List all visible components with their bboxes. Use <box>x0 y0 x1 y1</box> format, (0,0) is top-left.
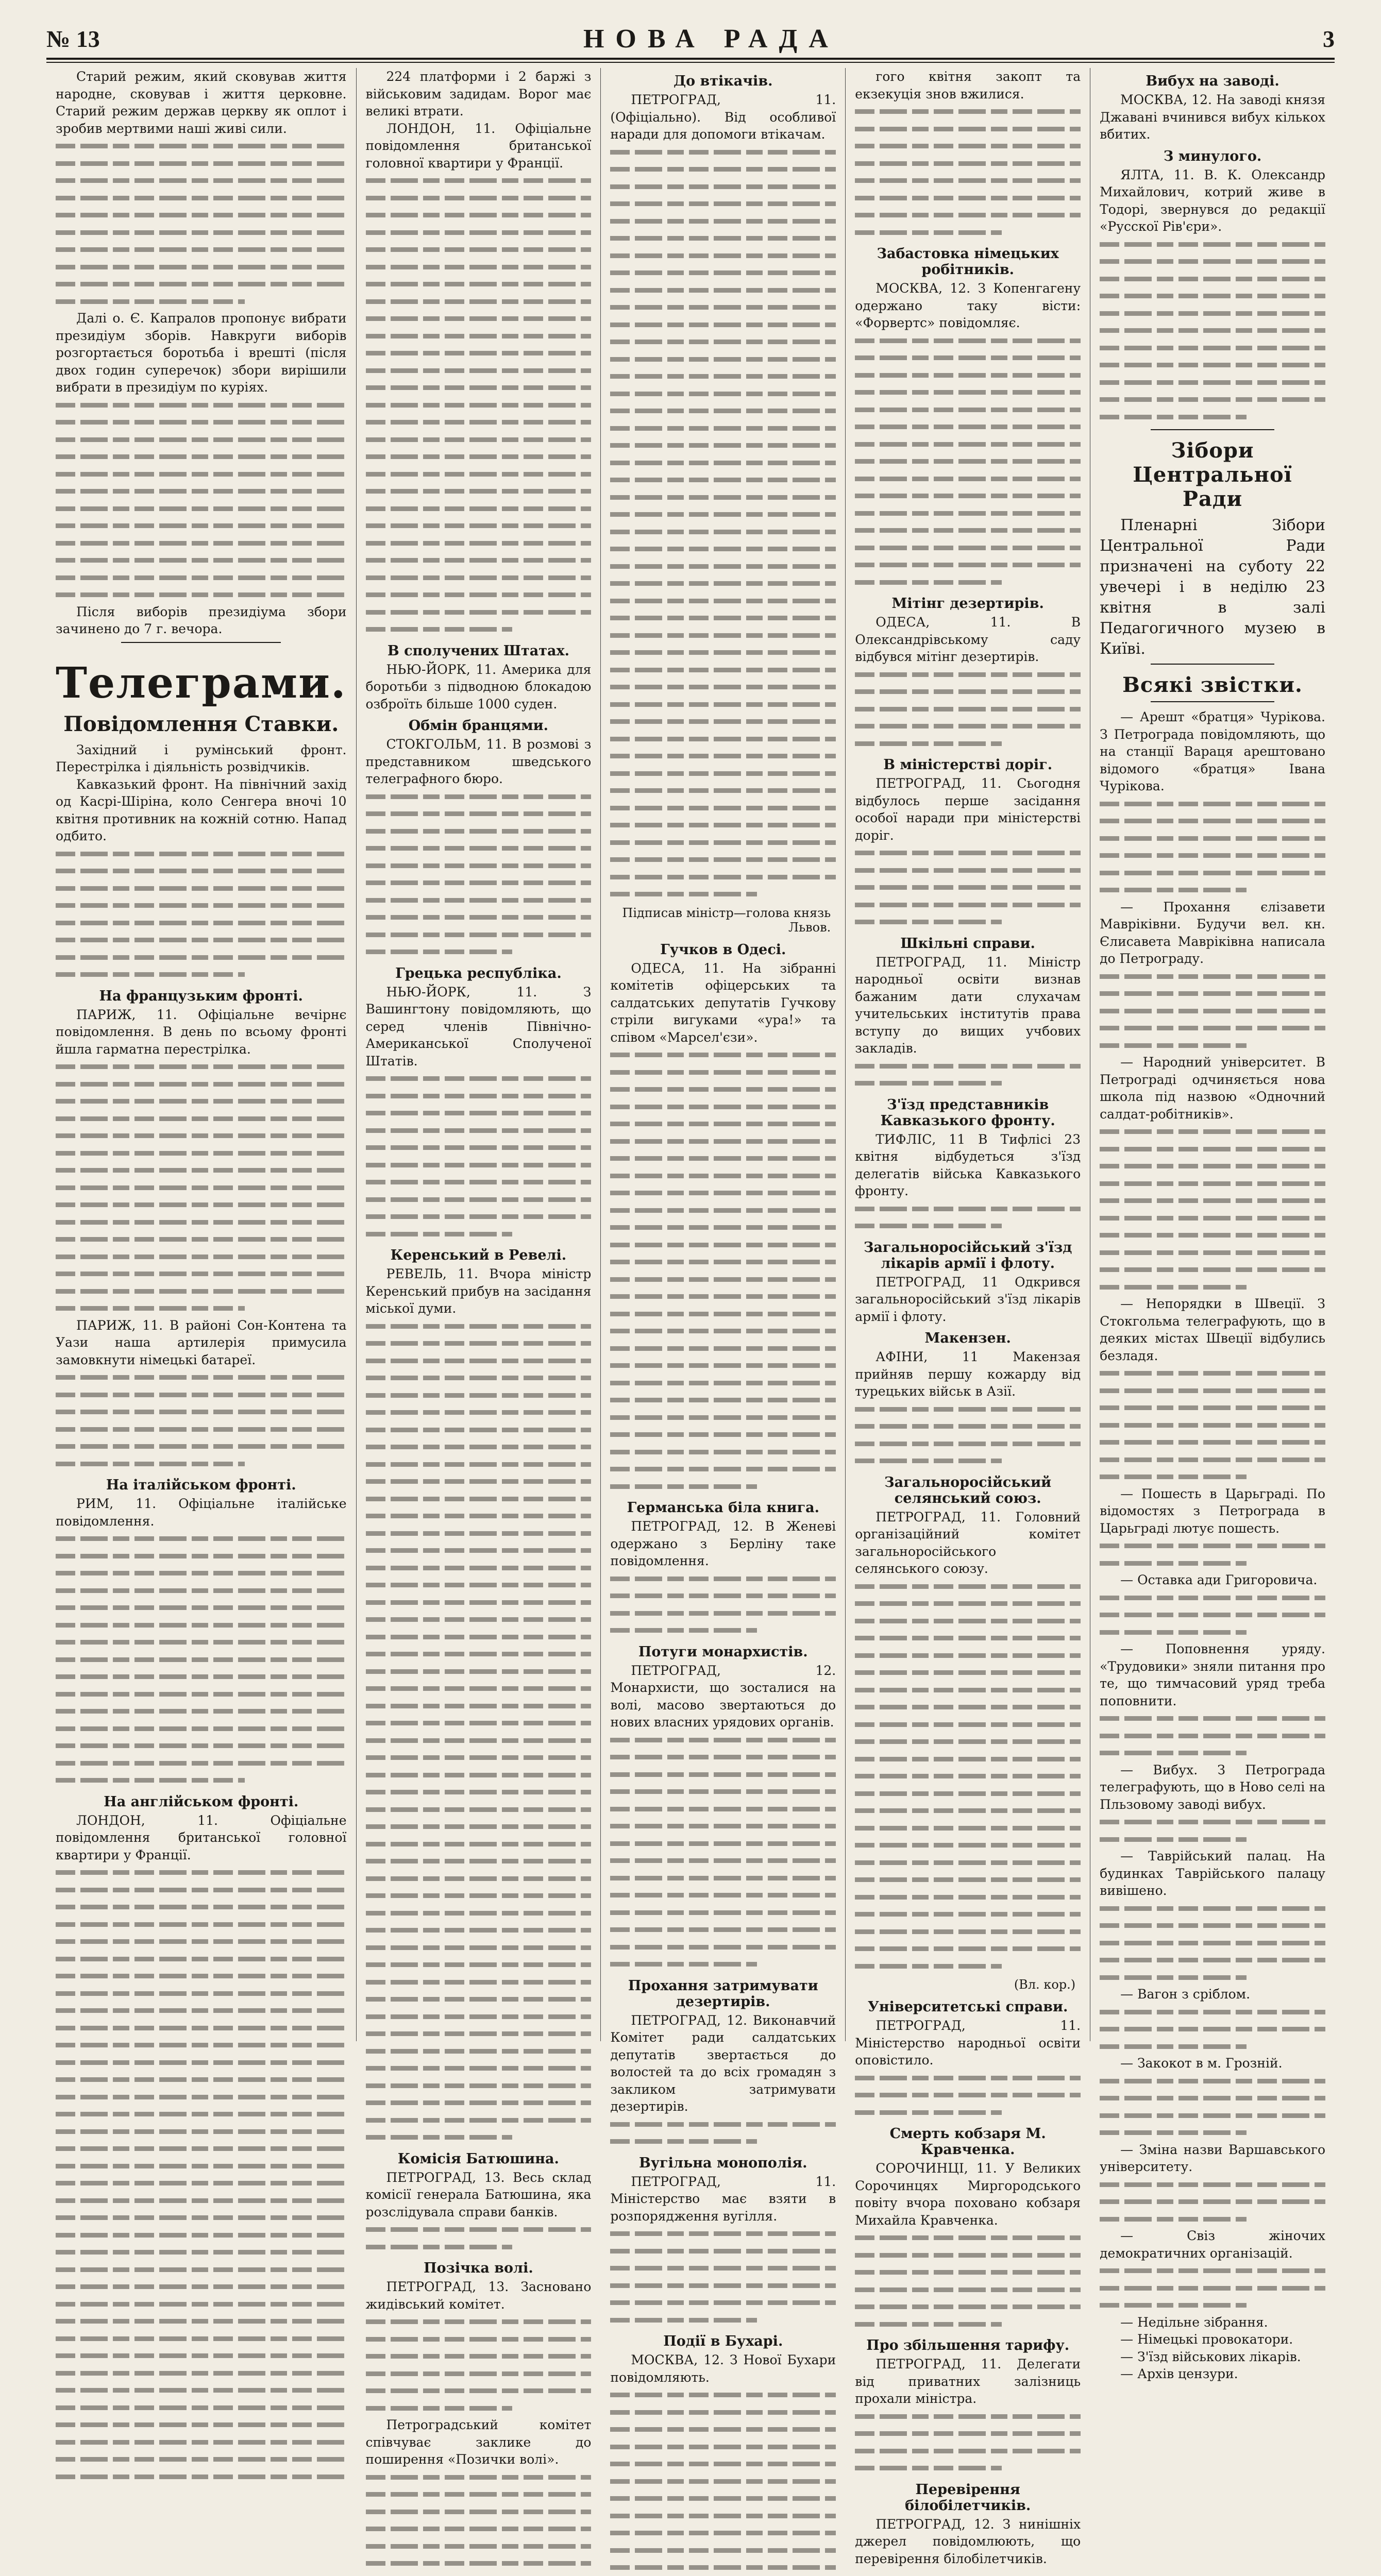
article-text: НЬЮ-ЙОРК, 11. Америка для боротьби з підводною блокадою озброїть більше 1000 суден. <box>365 662 592 711</box>
newspaper-title: НОВА РАДА <box>583 24 839 54</box>
divider <box>1151 429 1275 430</box>
article-text: ПЕТРОГРАД, 11. Головний організаційний комітет загальноросійського селянського союзу. <box>855 1509 1081 1576</box>
article-text: ПЕТРОГРАД, 11. Делегати від приватних залізниць прохали міністра. <box>855 2357 1081 2406</box>
text-filler <box>855 332 1081 591</box>
news-item: — Архів цензури. <box>1120 2366 1238 2381</box>
text-filler <box>366 1317 592 2146</box>
text-filler <box>1100 2176 1325 2228</box>
section-heading: Про збільшення тарифу. <box>866 2337 1070 2353</box>
section-heading: Керенський в Ревелі. <box>390 1247 567 1263</box>
article-text: Далі о. Є. Капралов пропонує вибрати президіум зборів. Навкруги виборів розгортається боротьба і врешті (після двох годин суперечок) збори вирішили вибрати в президіум по куріях. <box>56 311 347 395</box>
article-text: Після виборів президіума збори зачинено до 7 г. вечора. <box>56 604 347 636</box>
section-heading: Перевірення білобілетчиків. <box>905 2481 1031 2514</box>
article-text: ПЕТРОГРАД, 13. Засновано жидівський комітет. <box>365 2279 592 2312</box>
section-heading: Шкільні справи. <box>900 935 1035 952</box>
article-text: РИМ, 11. Офіціальне італійське повідомлення. <box>56 1496 347 1529</box>
column-1 <box>46 68 356 2041</box>
masthead <box>46 21 1335 57</box>
article-text: ПЕТРОГРАД, 11. (Офіціально). Від особливої наради для допомоги втікачам. <box>610 92 836 142</box>
article-text: ПЕТРОГРАД, 11. Сьогодня відбулось перше засідання особої наради при міністерстві доріг. <box>855 776 1081 843</box>
text-filler <box>1100 235 1325 426</box>
text-filler <box>1100 1813 1325 1848</box>
article-text: ОДЕСА, 11. На зібранні комітетів офіцерських та салдатських депутатів Гучкову стріли вигуками «ура!» та співом «Марсел'єзи». <box>610 960 836 1045</box>
section-heading: Вибух на заводі. <box>1146 73 1279 89</box>
section-heading: На англійськом фронті. <box>104 1793 299 1810</box>
text-filler <box>366 2468 592 2572</box>
article-text: ЯЛТА, 11. В. К. Олександр Михайлович, котрий живе в Тодорі, звернувся до редакції «Русскої Рів'єри». <box>1100 167 1325 234</box>
issue-number: № 13 <box>46 25 100 52</box>
article-text: ПАРИЖ, 11. Офіціальне вечірнє повідомлення. В день по всьому фронті йшла гарматна перестрілка. <box>56 1007 347 1057</box>
section-heading: Смерть кобзаря М. Кравченка. <box>889 2126 1046 2158</box>
text-filler <box>610 2115 836 2150</box>
section-heading: Вугільна монополія. <box>639 2155 807 2171</box>
text-filler <box>610 143 836 903</box>
section-heading: З минулого. <box>1163 148 1262 164</box>
column-4 <box>845 68 1090 2566</box>
section-heading: Події в Бухарі. <box>663 2333 783 2349</box>
text-filler <box>56 1368 347 1472</box>
section-banner: Телеграми. <box>56 658 347 708</box>
article-text: ПЕТРОГРАД, 11. Міністр народньої освіти визнав бажаним дати слухачам учительських інститутів права вступу до вищих учбових закладів. <box>855 954 1081 1056</box>
text-filler <box>855 2229 1081 2332</box>
article-text: НЬЮ-ЙОРК, 11. З Вашингтону повідомляють, що серед членів Північно-Американської Сполученої Штатів. <box>365 984 592 1069</box>
text-filler <box>366 788 592 960</box>
text-filler <box>366 172 592 638</box>
news-item: — Таврійський палац. На будинках Таврійського палацу вивішено. <box>1100 1849 1325 1898</box>
section-heading: Прохання затримувати дезертирів. <box>628 1977 818 2010</box>
divider <box>121 642 281 643</box>
article-text: ПАРИЖ, 11. В районі Сон-Контена та Уази наша артилерія примусила замовкнути німецькі батареї. <box>56 1317 347 1367</box>
article-text: СТОКГОЛЬМ, 11. В розмові з представником шведського телеграфного бюро. <box>365 737 592 786</box>
section-heading: З'їзд представників Кавказького фронту. <box>880 1096 1055 1129</box>
section-heading: Гучков в Одесі. <box>660 941 786 958</box>
news-item: — Народний університет. В Петрограді одчиняється нова школа під назвою «Одночний салдат-робітників». <box>1100 1055 1325 1122</box>
section-heading: Забастовка німецьких робітників. <box>877 246 1059 278</box>
text-filler <box>1100 968 1325 1054</box>
section-heading: Мітінг дезертирів. <box>891 596 1044 612</box>
news-item: — Німецькі провокатори. <box>1120 2332 1293 2347</box>
text-filler <box>855 844 1081 930</box>
article-text: ПЕТРОГРАД, 11. Міністерство має взяти в розпорядження вугілля. <box>610 2174 836 2224</box>
news-item: — Поповнення уряду. «Трудовики» зняли питання про те, що тимчасовий уряд треба поповнити. <box>1100 1641 1325 1708</box>
article-text: МОСКВА, 12. На заводі князя Джавані вчинився вибух кількох вбитих. <box>1100 92 1325 142</box>
text-filler <box>855 666 1081 752</box>
text-filler <box>855 1057 1081 1092</box>
article-text: РЕВЕЛЬ, 11. Вчора міністр Керенський прибув на засідання міської думи. <box>365 1266 592 1316</box>
text-filler <box>1100 1589 1325 1641</box>
news-item: — Непорядки в Швеції. З Стокгольма телеграфують, що в деяких містах Швеції відбулись безладя. <box>1100 1296 1325 1363</box>
section-heading: Зібори Центральної Ради <box>1133 438 1292 511</box>
section-heading: Грецька республіка. <box>395 965 562 981</box>
page-number: 3 <box>1323 25 1335 52</box>
news-item: — З'їзд військових лікарів. <box>1120 2349 1301 2364</box>
article-text: ПЕТРОГРАД, 13. Весь склад комісії генерала Батюшина, яка розслідувала справи банків. <box>365 2170 592 2219</box>
section-heading: В сполучених Штатах. <box>387 642 570 659</box>
column-3 <box>600 68 845 2385</box>
text-filler <box>855 2069 1081 2121</box>
text-filler <box>855 1200 1081 1234</box>
text-filler <box>610 1046 836 1495</box>
section-heading: На французьким фронті. <box>99 988 303 1004</box>
article-text: Петроградський комітет співчуває заклике до поширення «Позички волі». <box>365 2417 592 2467</box>
text-filler <box>1100 1364 1325 1485</box>
text-filler <box>610 2225 836 2328</box>
text-filler <box>1100 1900 1325 1986</box>
section-subtitle: Повідомлення Ставки. <box>63 711 339 736</box>
divider <box>1151 664 1275 665</box>
news-item: — Свіз жіночих демократичних організацій. <box>1100 2228 1325 2261</box>
news-item: — Пошесть в Царьграді. По відомостях з Петрограда в Царьграді лютує пошесть. <box>1100 1486 1325 1536</box>
text-filler <box>1100 2262 1325 2314</box>
text-filler <box>610 2386 836 2576</box>
news-item: — Вагон з сріблом. <box>1120 1987 1251 2002</box>
article-text: АФІНИ, 11 Макензая прийняв першу кожарду від турецьких військ в Азії. <box>855 1349 1081 1399</box>
news-item: — Прохання єлізавети Мавріківни. Будучи вел. кн. Єлисавета Мавріківна написала до Петрограду. <box>1100 899 1325 966</box>
section-heading: Потуги монархистів. <box>638 1643 808 1660</box>
text-filler <box>56 137 347 310</box>
page-columns <box>46 68 1335 2566</box>
news-item: — Оставка ади Григоровича. <box>1120 1572 1318 1587</box>
announcement-text: Пленарні Зібори Центральної Ради призначені на суботу 22 увечері і в неділю 23 квітня в залі Педагогичного музею в Київі. <box>1100 516 1325 658</box>
article-text: гого квітня закопт та екзекуція знов вжилися. <box>855 69 1081 101</box>
article-text: ЛОНДОН, 11. Офіціальне повідомлення британської головної квартири у Франції. <box>56 1812 347 1862</box>
article-text: Старий режим, який сковував життя народне, сковував і життя церковне. Старий режим держав церкву як оплот і зробив мертвими наші живі сили. <box>56 69 347 136</box>
section-heading: В міністерстві доріг. <box>883 757 1053 773</box>
text-filler <box>855 1578 1081 1975</box>
section-heading: Позічка волі. <box>424 2260 533 2276</box>
text-filler <box>610 1570 836 1639</box>
text-filler <box>1100 1709 1325 1761</box>
divider <box>1151 701 1275 702</box>
article-text: ПЕТРОГРАД, 12. Монархисти, що зосталися на волі, масово звертаються до нових власних урядових органів. <box>610 1663 836 1730</box>
text-filler <box>366 1070 592 1242</box>
section-heading: Обмін бранцями. <box>408 718 549 734</box>
signature-line: Підписав міністр—голова князь Львов. <box>622 905 831 935</box>
text-filler <box>855 1400 1081 1469</box>
text-filler <box>1100 1123 1325 1295</box>
column-2 <box>356 68 601 2467</box>
article-text: МОСКВА, 12. З Нової Бухари повідомляють. <box>610 2352 836 2385</box>
text-filler <box>1100 795 1325 899</box>
text-filler <box>610 1731 836 1973</box>
section-heading: Загальноросійський з'їзд лікарів армії і флоту. <box>863 1239 1072 1272</box>
article-text: МОСКВА, 12. З Копенгагену одержано таку вісти: «Форвертс» повідомляє. <box>855 281 1081 330</box>
article-text: 224 платформи і 2 баржі з військовим задидам. Ворог має великі втрати. <box>365 69 592 118</box>
masthead-rule <box>46 58 1335 60</box>
section-heading: Германська біла книга. <box>627 1500 820 1516</box>
text-filler <box>56 1863 347 2485</box>
section-heading: Макензен. <box>924 1330 1011 1346</box>
article-text: ПЕТРОГРАД, 11. Міністерство народньої освіти оповістило. <box>855 2018 1081 2067</box>
section-heading: Університетські справи. <box>867 1999 1068 2015</box>
section-heading: Комісія Батюшина. <box>397 2150 559 2167</box>
text-filler <box>366 2221 592 2255</box>
text-filler <box>366 2313 592 2416</box>
article-text: ПЕТРОГРАД, 11 Одкрився загальноросійський з'їзд лікарів армії і флоту. <box>855 1274 1081 1324</box>
article-text: ОДЕСА, 11. В Олександрівському саду відбувся мітінг дезертирів. <box>855 615 1081 664</box>
text-filler <box>1100 2072 1325 2141</box>
text-filler <box>1100 1537 1325 1571</box>
article-text: ЛОНДОН, 11. Офіціальне повідомлення британської головної квартири у Франції. <box>365 121 592 171</box>
text-filler <box>56 1530 347 1789</box>
text-filler <box>56 396 347 603</box>
section-heading: Всякі звістки. <box>1122 673 1303 697</box>
text-filler <box>855 103 1081 241</box>
news-item: — Закокот в м. Грозній. <box>1120 2056 1283 2071</box>
text-filler <box>855 2408 1081 2477</box>
news-item: — Недільне зібрання. <box>1120 2314 1268 2330</box>
text-filler <box>56 845 347 983</box>
column-5 <box>1090 68 1335 2381</box>
section-heading: Загальноросійський селянський союз. <box>884 1474 1052 1506</box>
news-item: — Зміна назви Варшавського університету. <box>1100 2142 1325 2174</box>
article-text: ПЕТРОГРАД, 12. В Женеві одержано з Берліну таке повідомлення. <box>610 1519 836 1568</box>
news-item: — Вибух. З Петрограда телеграфують, що в Ново селі на Пльзовому заводі вибух. <box>1100 1762 1325 1812</box>
text-filler <box>1100 2003 1325 2055</box>
article-text: ПЕТРОГРАД, 12. З нинішніх джерел повідомлюють, що перевірення білобілетчиків. <box>855 2516 1081 2566</box>
masthead-rule-thin <box>46 62 1335 63</box>
article-text: СОРОЧИНЦІ, 11. У Великих Сорочинцях Миргородського повіту вчора поховано кобзаря Михайла Кравченка. <box>855 2161 1081 2228</box>
article-text: ТИФЛІС, 11 В Тифлісі 23 квітня відбудеться з'їзд делегатів війська Кавказького фронту. <box>855 1131 1081 1198</box>
news-item: — Арешт «братця» Чурікова. З Петрограда повідомляють, що на станції Вараця арештовано відомого «братця» Івана Чурікова. <box>1100 709 1325 793</box>
article-text: Кавказький фронт. На північний захід од Касрі-Шіріна, коло Сенгера вночі 10 квітня противник на кожній сотню. Напад одбито. <box>56 776 347 843</box>
correspondent-mark: (Вл. кор.) <box>1014 1977 1076 1992</box>
article-text: ПЕТРОГРАД, 12. Виконавчий Комітет ради салдатських депутатів звертається до волостей та до всіх громадян з закликом затримувати дезертирів. <box>610 2012 836 2114</box>
section-heading: До втікачів. <box>673 73 773 89</box>
section-heading: На італійськом фронті. <box>106 1477 296 1493</box>
text-filler <box>56 1058 347 1317</box>
article-text: Західний і румінський фронт. Перестрілка і діяльність розвідчиків. <box>56 742 347 774</box>
